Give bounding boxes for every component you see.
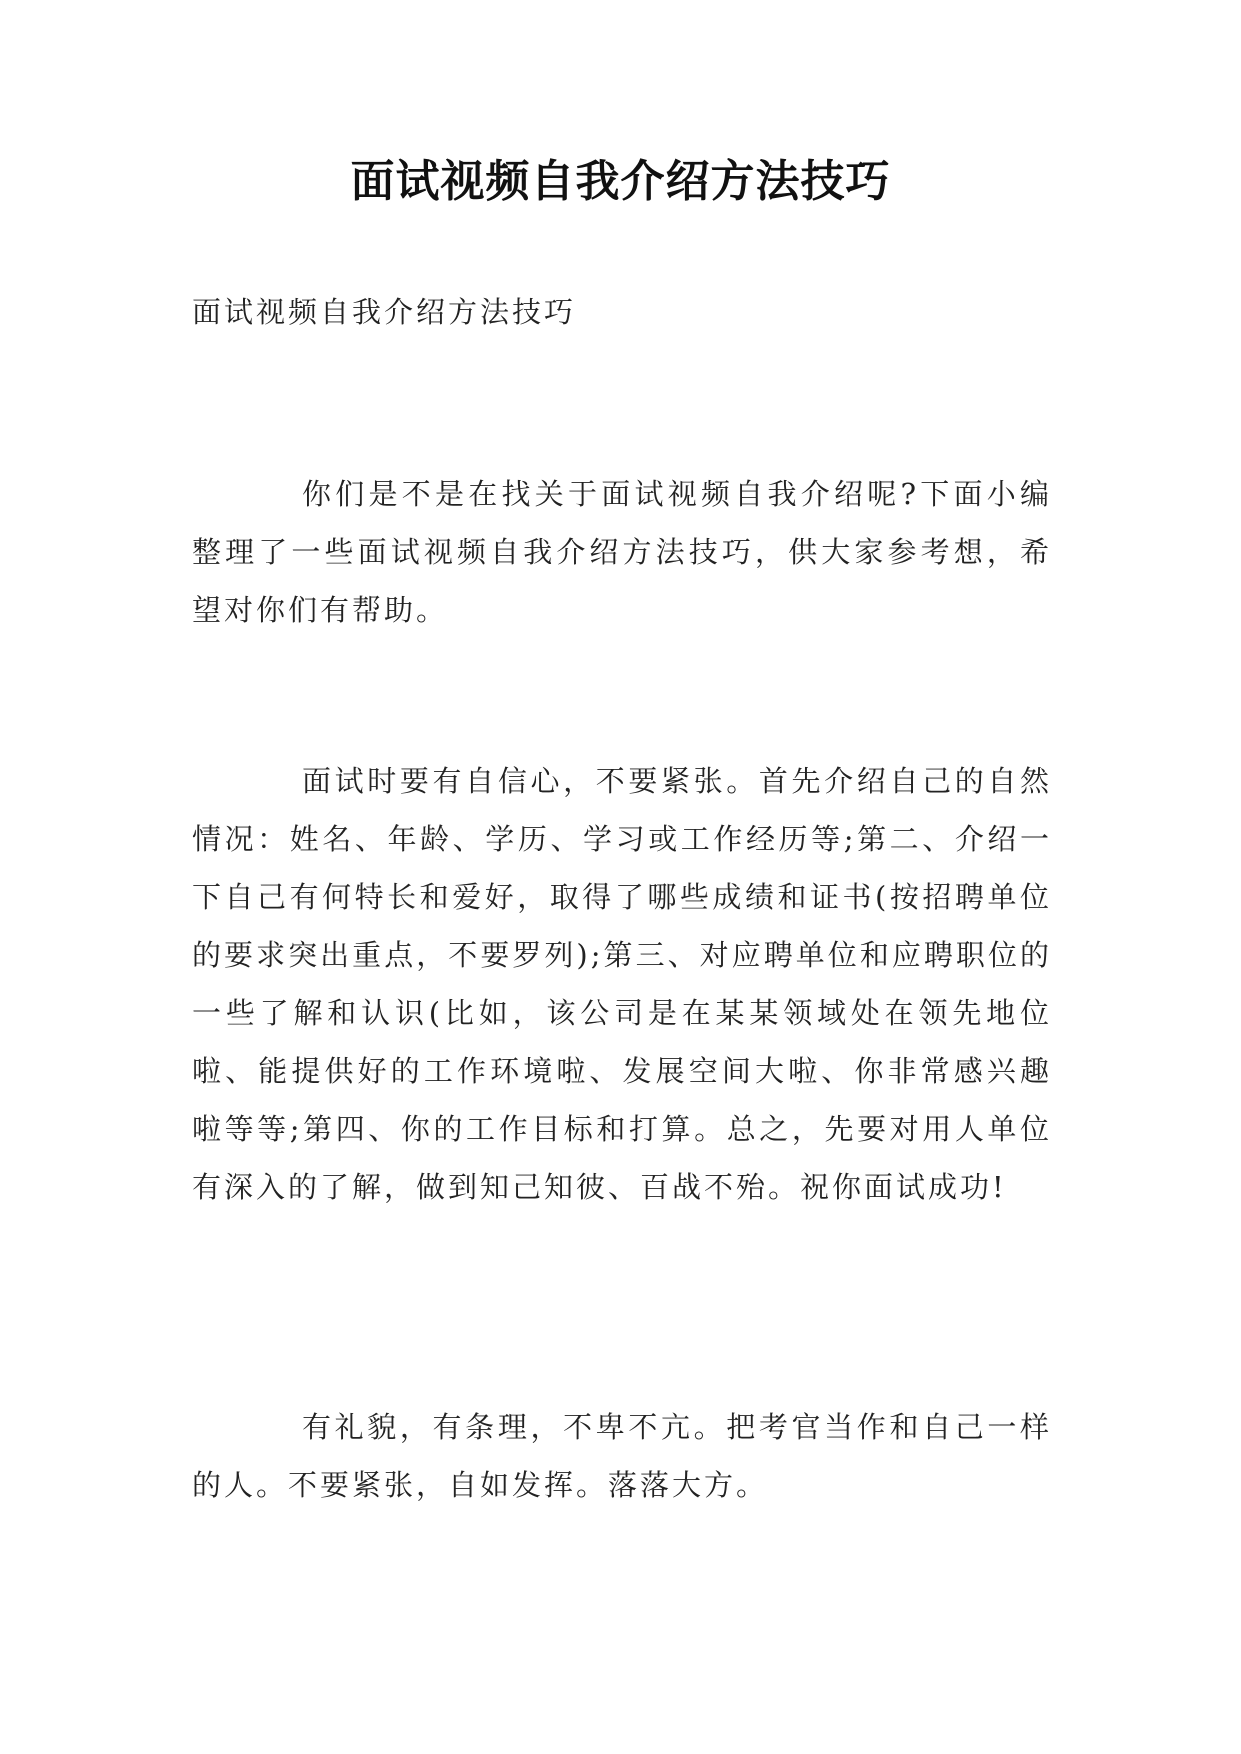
document-subtitle: 面试视频自我介绍方法技巧 <box>192 295 577 329</box>
paragraph-politeness: 有礼貌，有条理，不卑不亢。把考官当作和自己一样的人。不要紧张，自如发挥。落落大方。 <box>192 1410 1052 1502</box>
paragraph-intro: 你们是不是在找关于面试视频自我介绍呢?下面小编整理了一些面试视频自我介绍方法技巧，供大家参考想，希望对你们有帮助。 <box>192 477 1052 627</box>
document-title: 面试视频自我介绍方法技巧 <box>350 156 891 207</box>
paragraph-confidence: 面试时要有自信心，不要紧张。首先介绍自己的自然情况：姓名、年龄、学历、学习或工作经历等;第二、介绍一下自己有何特长和爱好，取得了哪些成绩和证书(按招聘单位的要求突出重点，不要罗列);第三、对应聘单位和应聘职位的一些了解和认识(比如，该公司是在某某领域处在领先地位啦、能提供好的工作环境啦、发展空间大啦、你非常感兴趣啦等等;第四、你的工作目标和打算。总之，先要对用人单位有深入的了解，做到知己知彼、百战不殆。祝你面试成功! <box>192 764 1052 1204</box>
